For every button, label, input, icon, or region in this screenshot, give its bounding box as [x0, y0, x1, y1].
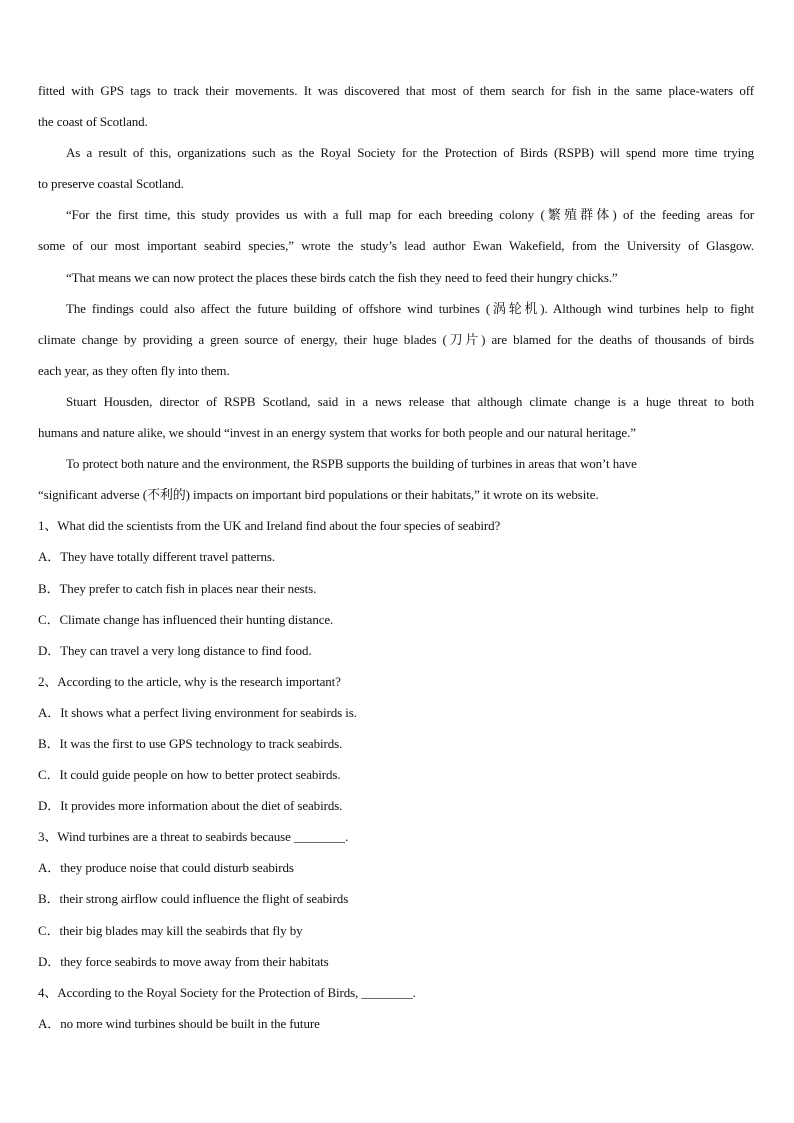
passage-line: fitted with GPS tags to track their movements. It was discovered that most of them search for fish in the same place-waters off [38, 83, 754, 98]
question-3 [38, 826, 754, 981]
answer-option-c: C．It could guide people on how to better protect seabirds. [38, 767, 341, 783]
question-1 [38, 515, 754, 670]
question-stem: 4、According to the Royal Society for the Protection of Birds, ________. [38, 984, 416, 1000]
passage-line: As a result of this, organizations such as the Royal Society for the Protection of Birds (RSPB) will spend more time trying [66, 145, 754, 161]
passage-line: “significant adverse (不利的) impacts on important bird populations or their habitats,” it wrote on its website. [38, 487, 599, 503]
answer-option-a: A．It shows what a perfect living environment for seabirds is. [38, 704, 357, 720]
passage-line: To protect both nature and the environment, the RSPB supports the building of turbines in areas that won’t have [66, 456, 637, 472]
question-stem: 3、Wind turbines are a threat to seabirds because ________. [38, 829, 349, 845]
answer-option-b: B．They prefer to catch fish in places near their nests. [38, 580, 317, 596]
answer-option-d: D．they force seabirds to move away from their habitats [38, 953, 329, 969]
passage-line: humans and nature alike, we should “invest in an energy system that works for both people and our natural heritage.” [38, 425, 636, 441]
passage-line: “That means we can now protect the places these birds catch the fish they need to feed their hungry chicks.” [66, 269, 618, 285]
answer-option-a: A．they produce noise that could disturb seabirds [38, 860, 294, 876]
passage-line: The findings could also affect the future building of offshore wind turbines (涡轮机). Although wind turbines help to fight [66, 300, 754, 316]
answer-option-b: B．their strong airflow could influence the flight of seabirds [38, 891, 349, 907]
reading-passage [38, 80, 754, 515]
document-page [38, 80, 754, 1044]
passage-line: “For the first time, this study provides us with a full map for each breeding colony (繁殖群体) of the feeding areas for [66, 207, 754, 223]
answer-option-a: A．no more wind turbines should be built in the future [38, 1015, 320, 1031]
passage-line: Stuart Housden, director of RSPB Scotland, said in a news release that although climate change is a huge threat to both [66, 393, 754, 409]
answer-option-d: D．It provides more information about the diet of seabirds. [38, 798, 343, 814]
question-2 [38, 671, 754, 826]
passage-line: the coast of Scotland. [38, 114, 148, 130]
passage-line: climate change by providing a green source of energy, their huge blades (刀片) are blamed for the deaths of thousands of birds [38, 331, 754, 347]
passage-line: each year, as they often fly into them. [38, 362, 230, 378]
answer-option-a: A．They have totally different travel patterns. [38, 549, 276, 565]
passage-line: some of our most important seabird species,” wrote the study’s lead author Ewan Wakefield, from the University of Glasgow. [38, 238, 754, 254]
answer-option-b: B．It was the first to use GPS technology to track seabirds. [38, 735, 343, 751]
question-stem: 1、What did the scientists from the UK and Ireland find about the four species of seabird? [38, 518, 501, 534]
question-stem: 2、According to the article, why is the research important? [38, 673, 341, 689]
answer-option-c: C．Climate change has influenced their hunting distance. [38, 611, 334, 627]
answer-option-d: D．They can travel a very long distance to find food. [38, 642, 312, 658]
passage-line: to preserve coastal Scotland. [38, 176, 184, 192]
answer-option-c: C．their big blades may kill the seabirds that fly by [38, 922, 303, 938]
question-4 [38, 982, 754, 1044]
